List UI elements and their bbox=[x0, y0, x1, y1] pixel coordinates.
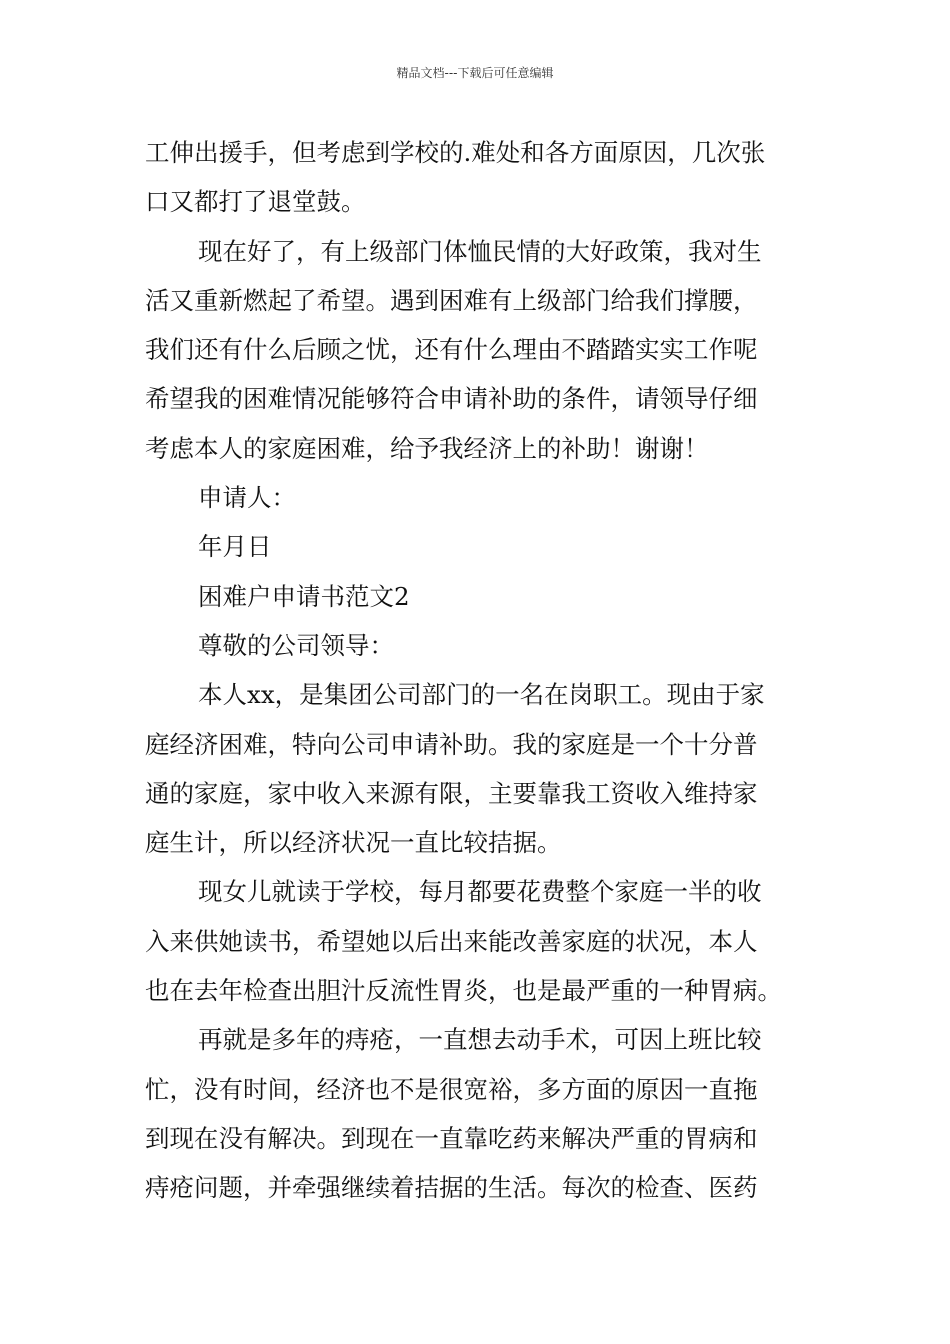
text-line: 也在去年检查出胆汁反流性胃炎，也是最严重的一种胃病。 bbox=[145, 976, 782, 1006]
document-body bbox=[145, 128, 810, 1213]
text-line: 口又都打了退堂鼓。 bbox=[145, 187, 366, 217]
text-line: 现在好了，有上级部门体恤民情的大好政策，我对生 bbox=[198, 236, 762, 266]
text-line: 庭生计，所以经济状况一直比较拮据。 bbox=[145, 828, 562, 858]
text-line: 到现在没有解决。到现在一直靠吃药来解决严重的胃病和 bbox=[145, 1123, 758, 1153]
text-line: 申请人： bbox=[198, 483, 296, 513]
text-line: 我们还有什么后顾之忧，还有什么理由不踏踏实实工作呢 bbox=[145, 335, 758, 365]
text-line: 忙，没有时间，经济也不是很宽裕，多方面的原因一直拖 bbox=[145, 1074, 758, 1104]
text-line: 痔疮问题，并牵强继续着拮据的生活。每次的检查、医药 bbox=[145, 1173, 758, 1203]
text-line: 庭经济困难，特向公司申请补助。我的家庭是一个十分普 bbox=[145, 729, 758, 759]
text-line: 再就是多年的痔疮，一直想去动手术，可因上班比较 bbox=[198, 1025, 762, 1055]
page-header: 精品文档---下载后可任意编辑 bbox=[396, 66, 554, 80]
text-line: 困难户申请书范文2 bbox=[198, 581, 410, 611]
text-line: 现女儿就读于学校，每月都要花费整个家庭一半的收 bbox=[198, 877, 762, 907]
text-line: 希望我的困难情况能够符合申请补助的条件，请领导仔细 bbox=[145, 384, 758, 414]
text-line: 通的家庭，家中收入来源有限，主要靠我工资收入维持家 bbox=[145, 778, 758, 808]
text-line: 本人xx，是集团公司部门的一名在岗职工。现由于家 bbox=[198, 680, 765, 710]
text-line: 入来供她读书，希望她以后出来能改善家庭的状况，本人 bbox=[145, 926, 758, 956]
text-line: 年月日 bbox=[198, 532, 272, 562]
text-line: 工伸出援手，但考虑到学校的.难处和各方面原因，几次张 bbox=[145, 138, 766, 167]
text-line: 活又重新燃起了希望。遇到困难有上级部门给我们撑腰， bbox=[145, 285, 758, 315]
text-line: 考虑本人的家庭困难，给予我经济上的补助！谢谢！ bbox=[145, 433, 709, 463]
text-line: 尊敬的公司领导： bbox=[198, 630, 394, 660]
